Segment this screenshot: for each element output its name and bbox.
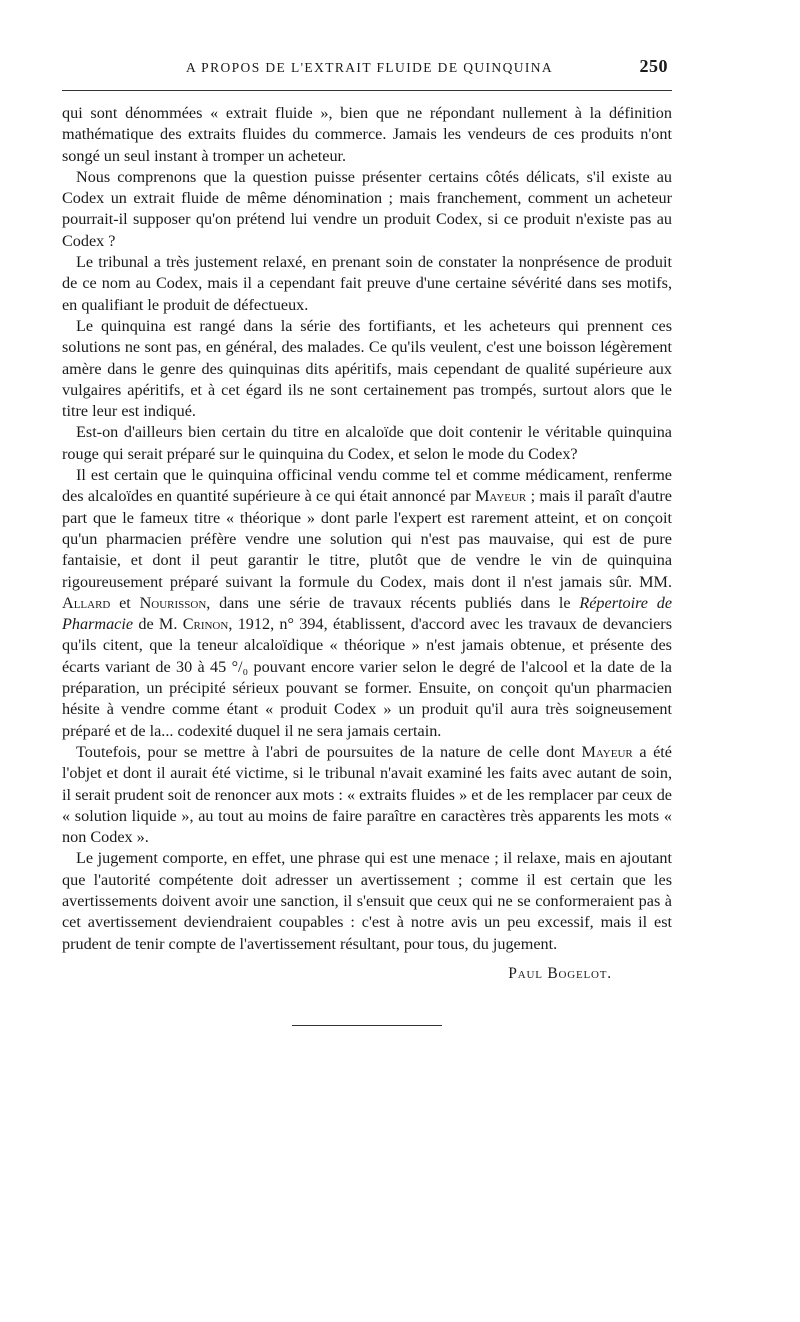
- paragraph: [62, 465, 672, 742]
- paragraph: Est-on d'ailleurs bien certain du titre en alcaloïde que doit contenir le véritable quinquina rouge qui serait préparé sur le quinquina du Codex, et selon le mode du Codex?: [62, 423, 672, 463]
- text-run: , dans une série de travaux récents publiés dans le: [206, 593, 580, 612]
- text-run: ; mais il paraît d'autre part que le fameux titre « théorique » dont parle l'expert est rarement atteint, et on conçoit qu'un pharmacien préfère vendre une solution qui n'est pas mauvaise, qui est de pure fantaisie, et dont il peut garantir le titre, plutôt que de vendre le vin de quinquina rigoureusement préparé suivant la formule du Codex, mais dont il n'est jamais sûr. MM.: [62, 487, 672, 591]
- running-title: A PROPOS DE L'EXTRAIT FLUIDE DE QUINQUINA: [186, 60, 554, 75]
- paragraph: Le tribunal a très justement relaxé, en prenant soin de constater la nonprésence de produit de ce nom au Codex, mais il a cependant fait preuve d'une certaine sévérité dans ses motifs, en qualifiant le produit de défectueux.: [62, 253, 672, 314]
- end-rule: [292, 1025, 442, 1026]
- text-run: Toutefois, pour se mettre à l'abri de poursuites de la nature de celle dont: [76, 742, 582, 761]
- paragraph: Le quinquina est rangé dans la série des fortifiants, et les acheteurs qui prennent ces solutions ne sont pas, en général, des malades. Ce qu'ils veulent, c'est une boisson légèrement amère dans le genre des quinquinas dits apéritifs, mais cependant de qualité supérieure aux vulgaires apéritifs, et à cet égard ils ne sont certainement pas trompés, surtout alors que le titre leur est indiqué.: [62, 316, 672, 421]
- journal-title: Répertoire de Pharmacie: [62, 593, 673, 634]
- text-run: de M.: [133, 615, 183, 634]
- paragraph: [62, 742, 672, 848]
- author-name-allard: Allard: [62, 593, 111, 612]
- author-name-mayeur: Mayeur: [475, 487, 527, 506]
- paragraph: Le jugement comporte, en effet, une phrase qui est une menace ; il relaxe, mais en ajoutant que l'autorité compétente doit adresser un avertissement ; comme il est certain que les avertissements doivent avoir une sanction, il s'ensuit que ceux qui ne se conformeraient pas à cet avertissement deviendraient coupables : c'est à notre avis un peu excessif, mais il est prudent de tenir compte de l'avertissement résultant, pour tous, du jugement.: [62, 849, 672, 953]
- article-body: [62, 103, 672, 955]
- author-signature: Paul Bogelot.: [508, 964, 612, 982]
- text-run: a été l'objet et dont il aurait été victime, si le tribunal n'avait examiné les faits avec autant de soin, il serait prudent soit de renoncer aux mots : « extraits fluides » et de les remplacer par ceux de « solution liquide », au tout au moins de faire paraître en caractères très apparents les mots « non Codex ».: [62, 742, 672, 847]
- author-name-mayeur: Mayeur: [581, 742, 633, 761]
- page-number: 250: [639, 56, 668, 76]
- header-rule: [62, 90, 672, 91]
- document-page: [62, 52, 672, 1026]
- running-header: [62, 52, 672, 84]
- author-name-crinon: Crinon: [182, 615, 229, 634]
- text-run: , 1912, n° 394, établissent, d'accord avec les travaux de devanciers qu'ils citent, que la teneur alcaloïdique « théorique » n'est jamais obtenue, et présente des écarts variant de 30 à 45 °/₀ pouvant encore varier selon le degré de l'alcool et la date de la préparation, un précipité sérieux pouvant se former. Ensuite, on conçoit qu'un pharmacien hésite à vendre comme étant « produit Codex » un produit qu'il aura très soigneusement préparé et de la... codexité duquel il ne sera jamais certain.: [62, 615, 672, 740]
- author-name-nourisson: Nourisson: [139, 593, 207, 612]
- paragraph: qui sont dénommées « extrait fluide », bien que ne répondant nullement à la définition mathématique des extraits fluides du commerce. Jamais les vendeurs de ces produits n'ont songé un seul instant à tromper un acheteur.: [62, 104, 672, 165]
- text-run: et: [110, 593, 140, 612]
- text-run: Il est certain que le quinquina officinal vendu comme tel et comme médicament, renferme des alcaloïdes en quantité supérieure à ce qui était annoncé par: [62, 466, 672, 506]
- paragraph: Nous comprenons que la question puisse présenter certains côtés délicats, s'il existe au Codex un extrait fluide de même dénomination ; mais franchement, comment un acheteur pourrait-il supposer qu'on prétend lui vendre un produit Codex, si ce produit n'existe pas au Codex ?: [62, 167, 672, 250]
